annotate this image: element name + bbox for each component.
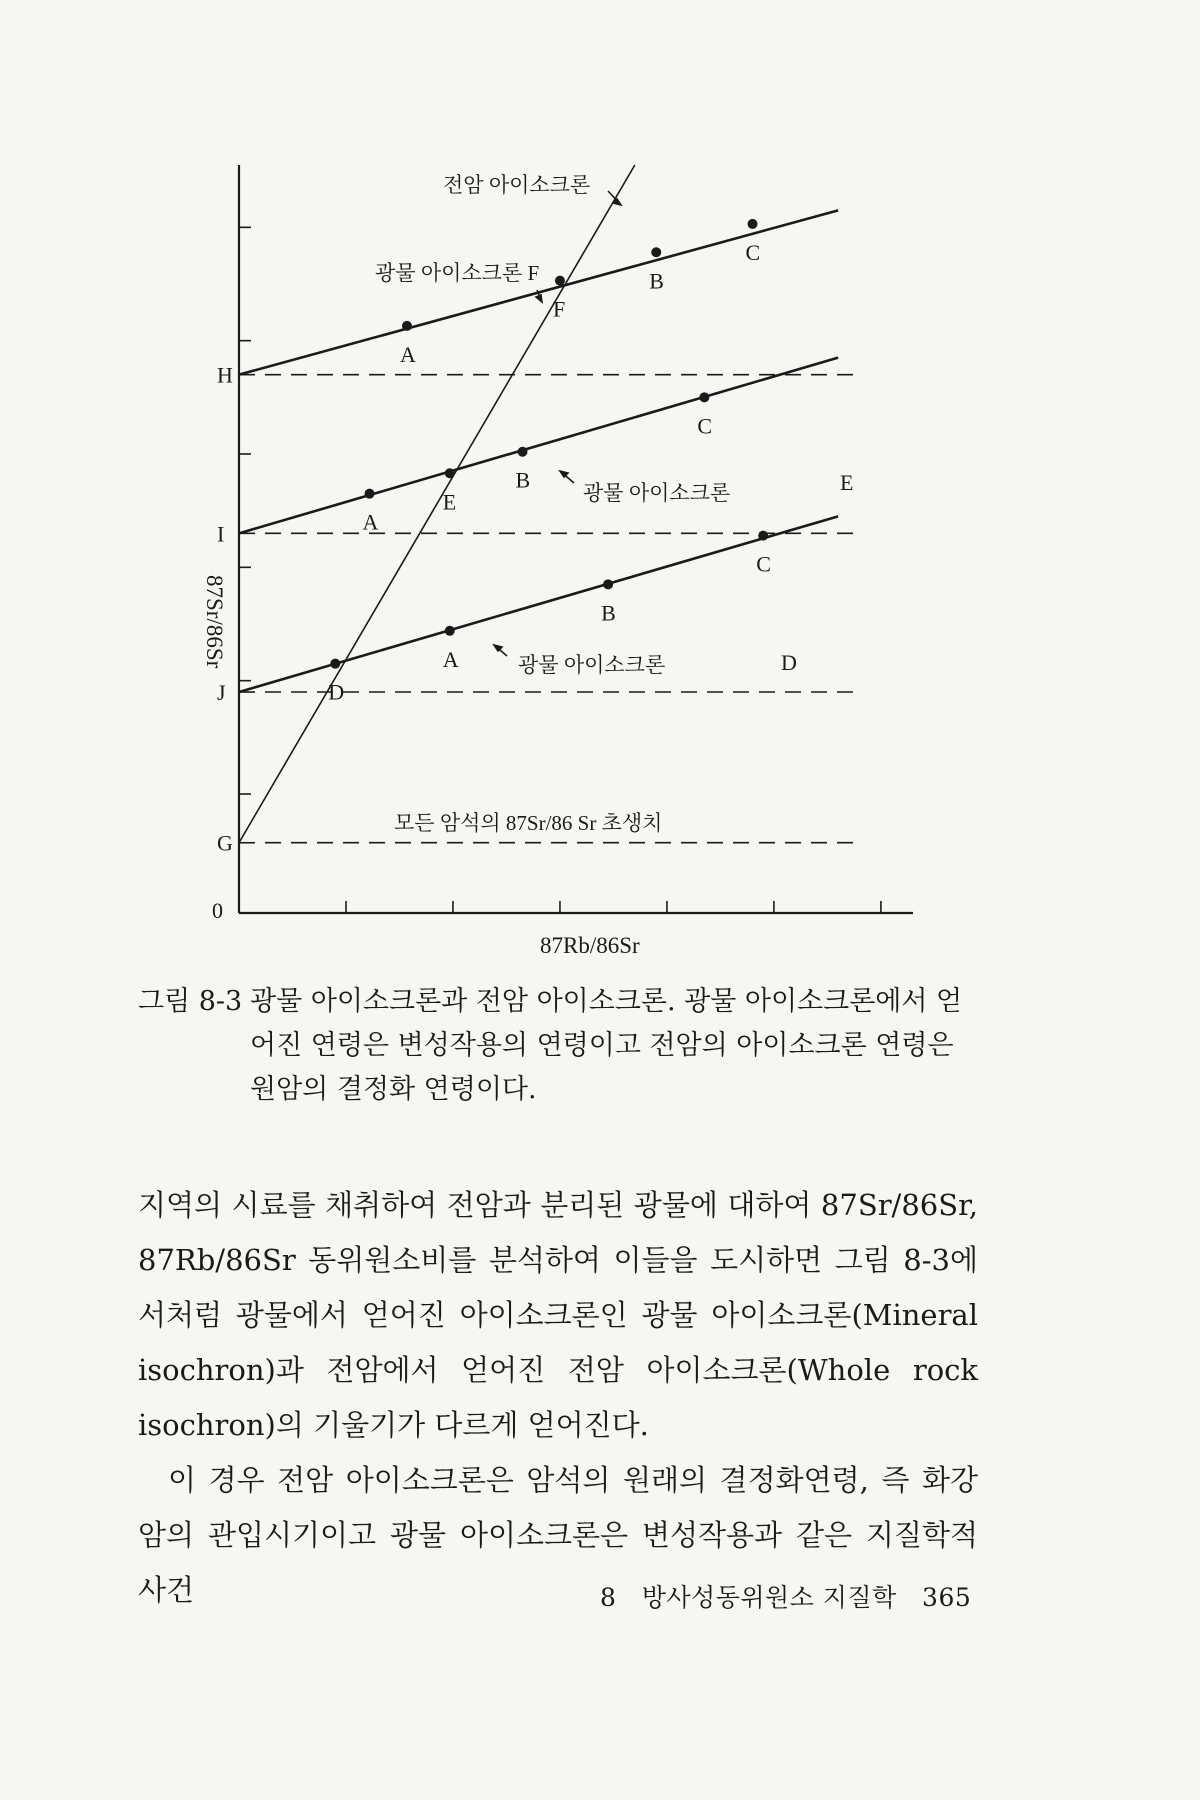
whole-rock-isochron-label: 전암 아이소크론 bbox=[443, 173, 591, 197]
caption-text: 광물 아이소크론과 전암 아이소크론. 광물 아이소크론에서 얻어진 연령은 변성작용의 연령이고 전암의 아이소크론 연령은 원암의 결정화 연령이다. bbox=[250, 986, 963, 1105]
point-label-e: E bbox=[442, 489, 457, 515]
y-axis-label: 87Sr/86Sr bbox=[202, 575, 227, 669]
data-point-a bbox=[445, 626, 455, 636]
point-label-d: D bbox=[328, 679, 345, 705]
mineral-isochron-mid-label: 광물 아이소크론 bbox=[583, 481, 731, 505]
figure-number: 그림 8-3 bbox=[138, 986, 243, 1017]
point-label-f: F bbox=[552, 296, 566, 322]
point-label-c: C bbox=[756, 551, 771, 577]
page-number: 365 bbox=[922, 1583, 972, 1612]
point-label-c: C bbox=[745, 239, 761, 265]
point-label-c: C bbox=[697, 413, 713, 439]
point-label-a: A bbox=[362, 509, 379, 535]
initial-ratio-label: 모든 암석의 87Sr/86 Sr 초생치 bbox=[394, 811, 663, 835]
initial-ratio-lines bbox=[239, 375, 860, 843]
data-point-a bbox=[402, 321, 412, 331]
mineral-isochron-line bbox=[239, 358, 838, 534]
paragraph: 지역의 시료를 채취하여 전암과 분리된 광물에 대하여 87Sr/86Sr, 87Rb/86Sr 동위원소비를 분석하여 이들을 도시하면 그림 8-3에서처럼 광물에서 얻어진 아이소크론인 광물 아이소크론(Mineral isochron)과 전암에서 얻어진 전암 아이소크론(Whole rock isochron)의 기울기가 다르게 얻어진다. bbox=[138, 1188, 978, 1442]
side-letter-e: E bbox=[840, 470, 854, 495]
data-points bbox=[328, 219, 771, 705]
data-point-d bbox=[330, 659, 340, 669]
data-point-c bbox=[699, 392, 709, 402]
data-point-b bbox=[651, 247, 661, 257]
point-label-b: B bbox=[601, 600, 616, 626]
data-point-a bbox=[365, 489, 375, 499]
point-label-a: A bbox=[442, 646, 459, 672]
data-point-c bbox=[748, 219, 758, 229]
data-point-b bbox=[518, 447, 528, 457]
page-footer bbox=[600, 1578, 971, 1614]
side-letter-d: D bbox=[781, 650, 797, 675]
axis-letter-g: G bbox=[217, 830, 233, 856]
axis-letter-h: H bbox=[217, 362, 233, 388]
data-point-c bbox=[758, 531, 768, 541]
origin-label: 0 bbox=[212, 898, 223, 923]
mineral-isochron-low-label: 광물 아이소크론 bbox=[518, 653, 666, 677]
point-label-a: A bbox=[399, 341, 416, 367]
paragraph: 이 경우 전암 아이소크론은 암석의 원래의 결정화연령, 즉 화강암의 관입시기이고 광물 아이소크론은 변성작용과 같은 지질학적 사건 bbox=[138, 1463, 978, 1607]
mineral-isochron-top-label: 광물 아이소크론 F bbox=[375, 261, 540, 285]
data-point-b bbox=[603, 579, 613, 589]
axis-letter-j: J bbox=[217, 680, 226, 705]
data-point-e bbox=[445, 468, 455, 478]
figure-caption bbox=[138, 980, 978, 1112]
y-ticks bbox=[239, 227, 251, 794]
chapter-number: 8 bbox=[600, 1583, 617, 1612]
chart-axes bbox=[239, 165, 913, 913]
data-point-f bbox=[555, 276, 565, 286]
axis-letter-i: I bbox=[217, 521, 225, 547]
point-label-b: B bbox=[649, 268, 664, 294]
x-ticks bbox=[346, 901, 881, 913]
x-axis-label: 87Rb/86Sr bbox=[540, 933, 640, 958]
chapter-title: 방사성동위원소 지질학 bbox=[641, 1583, 897, 1612]
body-text bbox=[138, 1178, 978, 1618]
point-label-b: B bbox=[515, 467, 531, 493]
